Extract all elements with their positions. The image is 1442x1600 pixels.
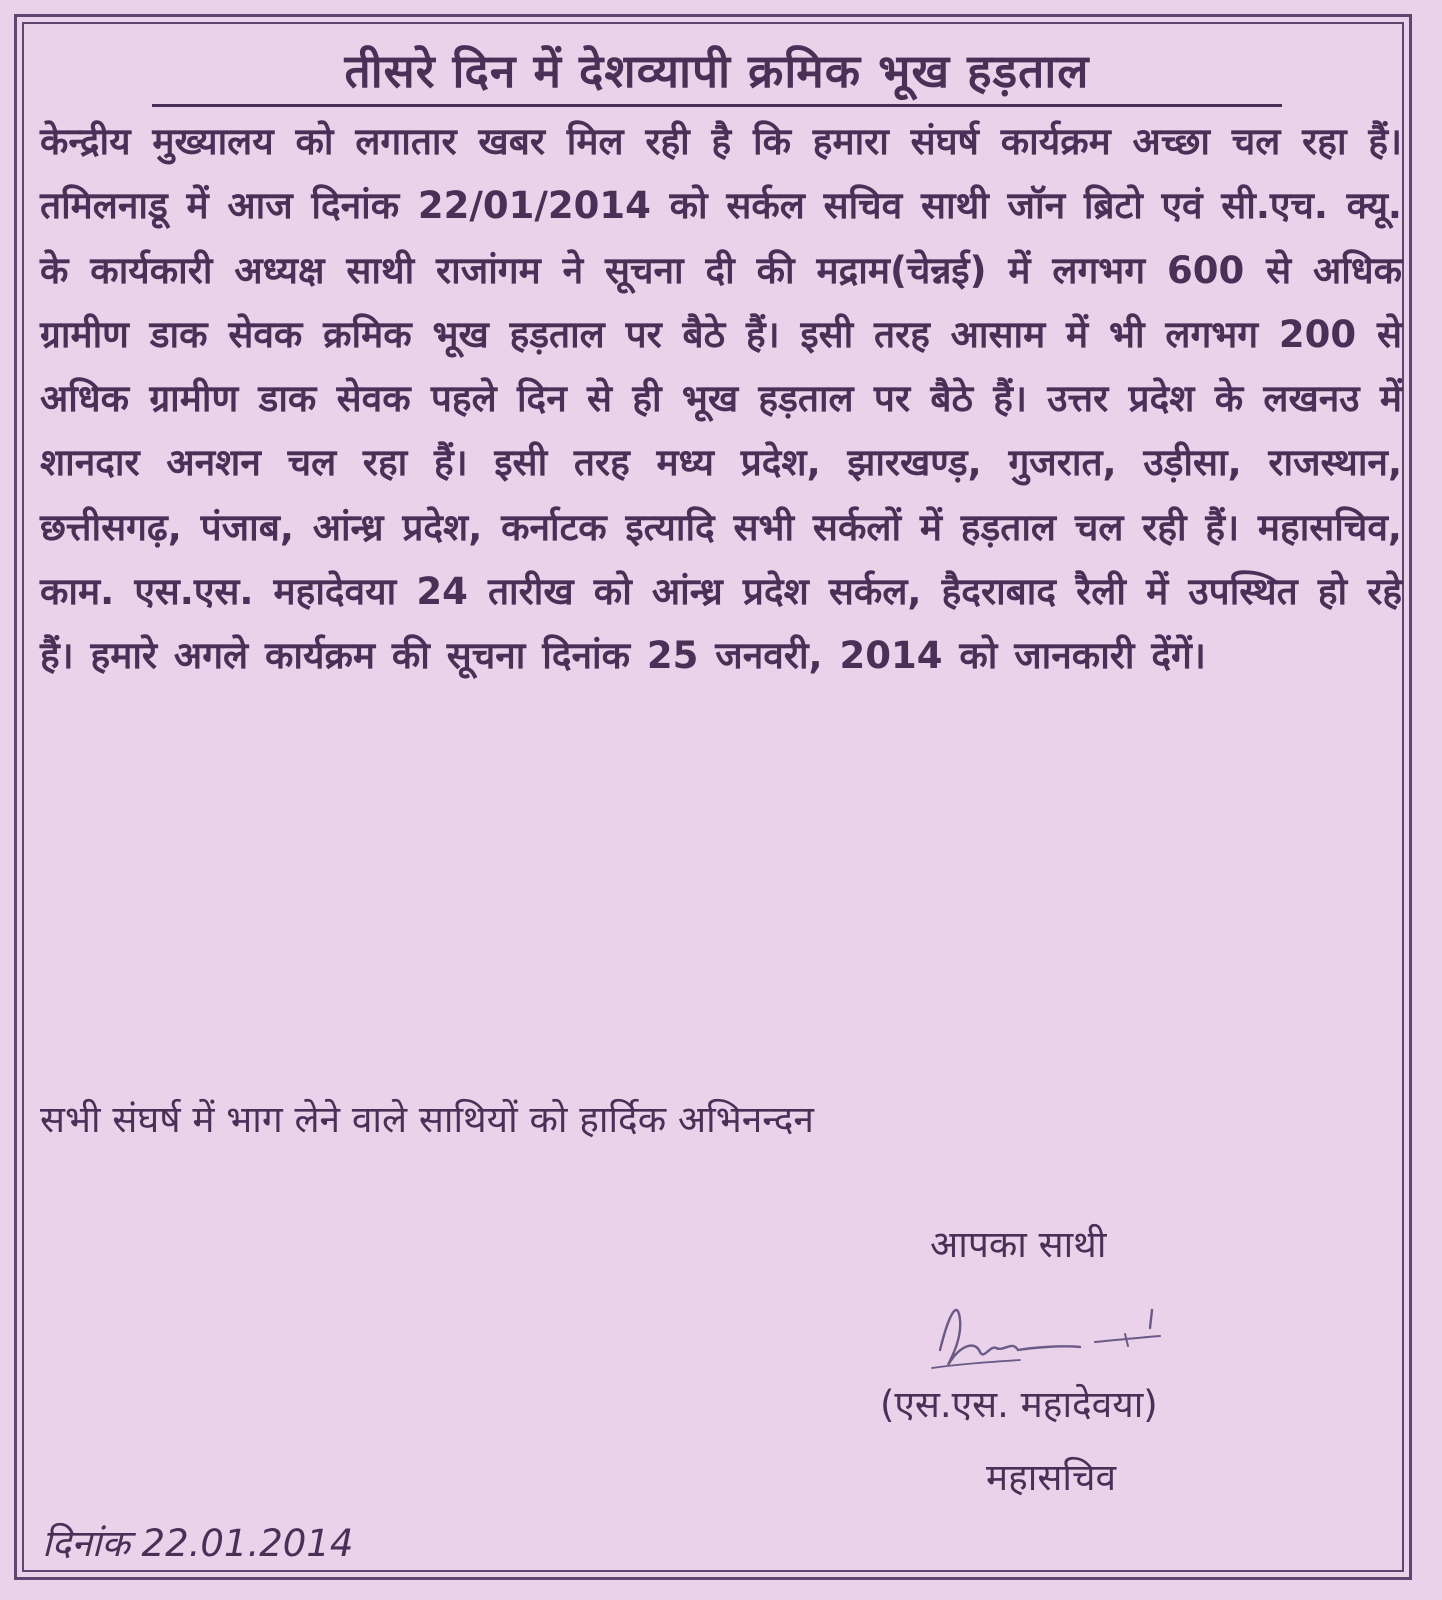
letter-date: दिनांक 22.01.2014 [42,1522,354,1565]
letter-body: केन्द्रीय मुख्यालय को लगातार खबर मिल रही है कि हमारा संघर्ष कार्यक्रम अच्छा चल रहा हैं। तमिलनाडू में आज दिनांक 22/01/2014 को सर्कल सचिव साथी जॉन ब्रिटो एवं सी.एच. क्यू. के कार्यकारी अध्यक्ष साथी राजांगम ने सूचना दी की मद्राम(चेन्नई) में लगभग 600 से अधिक ग्रामीण डाक सेवक क्रमिक भूख हड़ताल पर बैठे हैं। इसी तरह आसाम में भी लगभग 200 से अधिक ग्रामीण डाक सेवक पहले दिन से ही भूख हड़ताल पर बैठे हैं। उत्तर प्रदेश के लखनउ में शानदार अनशन चल रहा हैं। इसी तरह मध्य प्रदेश, झारखण्ड़, गुजरात, उड़ीसा, राजस्थान, छत्तीसगढ़, पंजाब, आंन्ध्र प्रदेश, कर्नाटक इत्यादि सभी सर्कलों में हड़ताल चल रही हैं। महासचिव, काम. एस.एस. महादेवया 24 तारीख को आंन्ध्र प्रदेश सर्कल, हैदराबाद रैली में उपस्थित हो रहे हैं। हमारे अगले कार्यक्रम की सूचना दिनांक 25 जनवरी, 2014 को जानकारी देंगें। [40,120,1403,678]
letter-title: तीसरे दिन में देशव्यापी क्रमिक भूख हड़ताल [152,40,1282,107]
signature-image [920,1290,1190,1380]
signer-title: महासचिव [986,1456,1117,1499]
greeting-line: सभी संघर्ष में भाग लेने वाले साथियों को हार्दिक अभिनन्दन [40,1098,814,1141]
signer-name: (एस.एस. महादेवया) [880,1383,1158,1426]
signoff: आपका साथी [930,1223,1107,1266]
